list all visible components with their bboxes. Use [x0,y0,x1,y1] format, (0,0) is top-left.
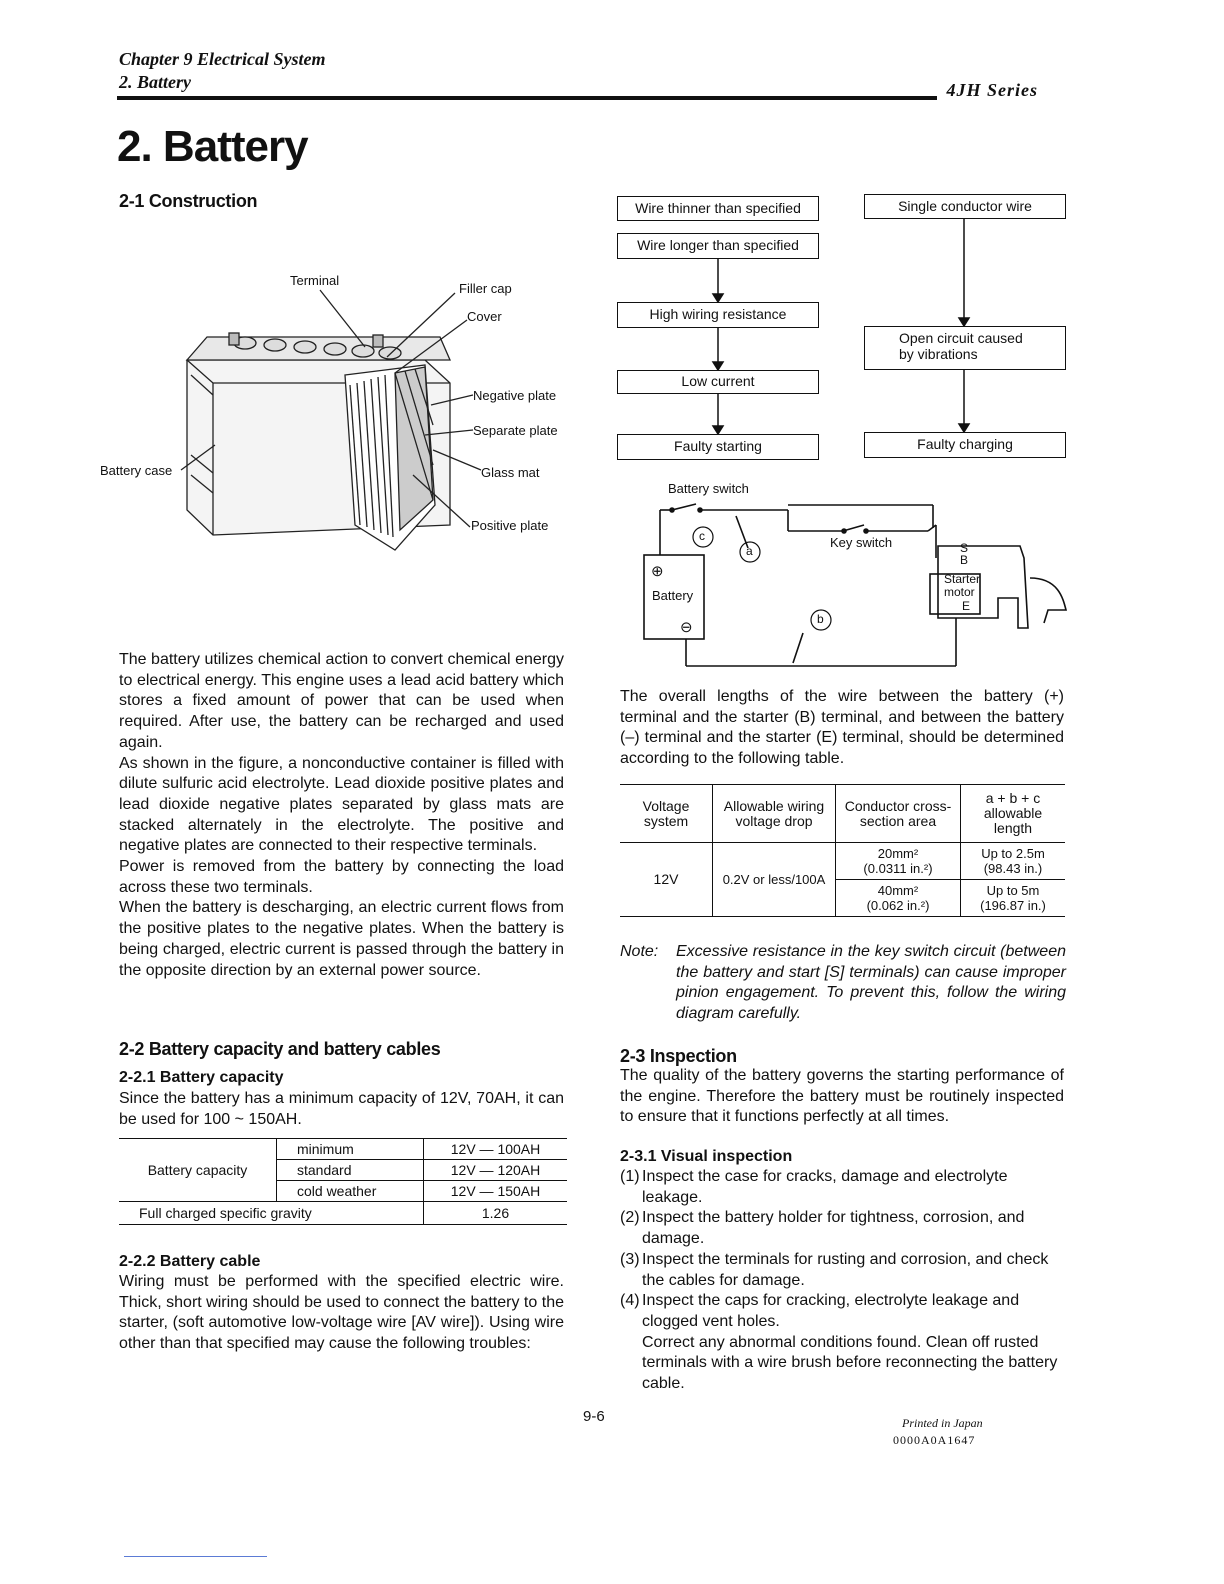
capacity-cond: minimum [277,1139,424,1160]
page-number: 9-6 [583,1408,605,1425]
capacity-cond: standard [277,1160,424,1181]
inspection-heading: 2-3 Inspection [620,1046,737,1066]
construction-paragraph: As shown in the figure, a nonconductive container is filled with dilute sulfuric acid electrolyte. Lead dioxide positive plates and lead dioxide negative plates separated by glass mats are stacked alternately in the electrolyte. The positive and negative plates are connected to their respective terminals. [119,754,564,855]
box-high-resistance: High wiring resistance [617,302,819,328]
wire-area-in: (0.0311 in.²) [863,861,933,876]
marker-c-label: c [699,529,705,543]
label-battery: Battery [652,588,694,603]
section-title: 2. Battery [119,72,191,92]
wire-area: 20mm² [877,846,919,861]
trouble-flowchart [600,180,1080,470]
negative-terminal-icon: ⊖ [680,619,693,636]
list-item [620,1291,1064,1332]
wire-length-cell [961,843,1066,880]
open-circuit-line: Open circuit caused [899,330,1023,346]
wire-length: Up to 2.5m [981,846,1045,861]
document-code: 0000A0A1647 [893,1433,976,1447]
page-title: 2. Battery [117,122,308,171]
capacity-value: 12V — 150AH [450,1183,541,1199]
label-negative-plate: Negative plate [473,388,557,403]
wiring-note [620,942,1066,1024]
label-battery-switch: Battery switch [668,481,749,496]
list-number: (2) [620,1209,640,1227]
gravity-value: 1.26 [481,1205,510,1221]
label-terminal: Terminal [290,273,340,288]
starter-label: Starter [944,572,981,586]
label-glass-mat: Glass mat [481,465,540,480]
label-battery-case: Battery case [100,463,173,478]
label-separate-plate: Separate plate [473,423,558,438]
positive-terminal-icon: ⊕ [651,563,664,580]
list-item [620,1167,1064,1208]
capacity-cond: cold weather [277,1181,424,1202]
list-text: Inspect the case for cracks, damage and electrolyte leakage. [642,1168,1008,1206]
list-number: (3) [620,1250,640,1268]
wiring-lines [638,478,1068,673]
label-filler-cap: Filler cap [459,281,512,296]
list-item [620,1250,1064,1291]
wire-length: Up to 5m [986,883,1040,898]
wire-table-header: Allowable wiring voltage drop [713,785,836,843]
list-item [620,1208,1064,1249]
wire-table-header: Conductor cross-section area [836,785,961,843]
capacity-text: Since the battery has a minimum capacity of 12V, 70AH, it can be used for 100 ~ 150AH. [119,1090,564,1128]
visual-inspection-heading: 2-3.1 Visual inspection [620,1148,793,1165]
box-single-conductor: Single conductor wire [864,194,1066,219]
note-label: Note: [620,943,659,960]
wire-voltage: 12V [620,843,713,917]
terminal-s-label: S [960,541,969,555]
gravity-label: Full charged specific gravity [119,1202,424,1225]
series-label: 4JH Series [946,80,1038,100]
wire-area-cell [836,880,961,917]
box-faulty-starting: Faulty starting [617,434,819,460]
cable-text: Wiring must be performed with the specified electric wire. Thick, short wiring should be used to connect the battery to the starter, (soft automotive low-voltage wire [AV wire]). Using wire other than that specified may cause the following troubles: [119,1273,564,1353]
construction-text [119,650,564,981]
capacity-heading: 2-2 Battery capacity and battery cables [119,1039,441,1059]
box-open-circuit [864,326,1066,370]
label-positive-plate: Positive plate [471,518,549,533]
label-cover: Cover [467,309,502,324]
inspection-list [620,1167,1064,1395]
inspection-text: The quality of the battery governs the starting performance of the engine. Therefore the battery must be routinely inspected to ensure that it functions perfectly at all times. [620,1067,1064,1126]
construction-paragraph: Power is removed from the battery by connecting the load across these two terminals. [119,858,564,896]
list-number: (4) [620,1292,640,1310]
marker-a-label: a [746,544,753,558]
list-text: Inspect the battery holder for tightness, corrosion, and damage. [642,1209,1025,1248]
wire-length-cell [961,880,1066,917]
box-wire-thinner: Wire thinner than specified [617,196,819,221]
footer-rule [124,1556,267,1557]
closing-item [620,1333,1064,1395]
cable-subheading: 2-2.2 Battery cable [119,1253,261,1270]
open-circuit-line: by vibrations [899,346,978,362]
terminal-b-label: B [960,553,969,567]
construction-paragraph: When the battery is descharging, an electric current flows from the positive plates to the negative plates. When the battery is being charged, electric current is passed through the battery in the opposite direction by an external power source. [119,899,564,979]
capacity-value: 12V — 100AH [424,1139,568,1160]
list-text: Inspect the caps for cracking, electrolyte leakage and clogged vent holes. [642,1292,1020,1330]
wire-table-header: Voltage system [620,785,713,843]
box-faulty-charging: Faulty charging [864,432,1066,458]
starter-label: motor [944,585,975,599]
list-number: (1) [620,1168,640,1185]
box-wire-longer: Wire longer than specified [617,233,819,259]
note-text: Excessive resistance in the key switch circuit (between the battery and start [S] terminals) can cause improper pinion engagement. To prevent this, follow the wiring diagram carefully. [676,943,1066,1022]
wire-table [620,784,1065,917]
wiring-diagram [638,478,1068,673]
wire-area: 40mm² [877,883,919,898]
capacity-subheading: 2-2.1 Battery capacity [119,1069,284,1086]
battery-figure [95,265,575,565]
label-key-switch: Key switch [830,535,893,550]
capacity-value: 12V — 120AH [424,1160,568,1181]
construction-paragraph: The battery utilizes chemical action to convert chemical energy to electrical energy. This engine uses a lead acid battery which stores a fixed amount of power that can be used when required. After use, the battery can be recharged and used again. [119,651,564,751]
list-text: Inspect the terminals for rusting and corrosion, and check the cables for damage. [642,1250,1049,1289]
marker-b-label: b [817,612,824,626]
terminal-e-label: E [962,599,971,613]
wire-table-header: a + b + c allowable length [983,790,1043,836]
header-rule [117,96,937,100]
printed-in: Printed in Japan [902,1416,983,1430]
capacity-table [119,1138,567,1225]
wire-area-in: (0.062 in.²) [866,898,930,913]
chapter-header [119,48,326,94]
wire-length-in: (196.87 in.) [980,898,1046,913]
wire-length-text: The overall lengths of the wire between the battery (+) terminal and the starter (B) terminal, and between the battery (–) terminal and the starter (E) terminal, should be determined according to the following table. [620,688,1064,768]
wire-area-cell [836,843,961,880]
closing-text: Correct any abnormal conditions found. Clean off rusted terminals with a wire brush before reconnecting the battery cable. [642,1333,1058,1393]
box-low-current: Low current [617,370,819,394]
construction-heading: 2-1 Construction [119,191,258,211]
capacity-row-label: Battery capacity [119,1139,277,1202]
wire-length-in: (98.43 in.) [983,861,1043,876]
chapter-title: Chapter 9 Electrical System [119,49,326,69]
wire-drop: 0.2V or less/100A [713,843,836,917]
